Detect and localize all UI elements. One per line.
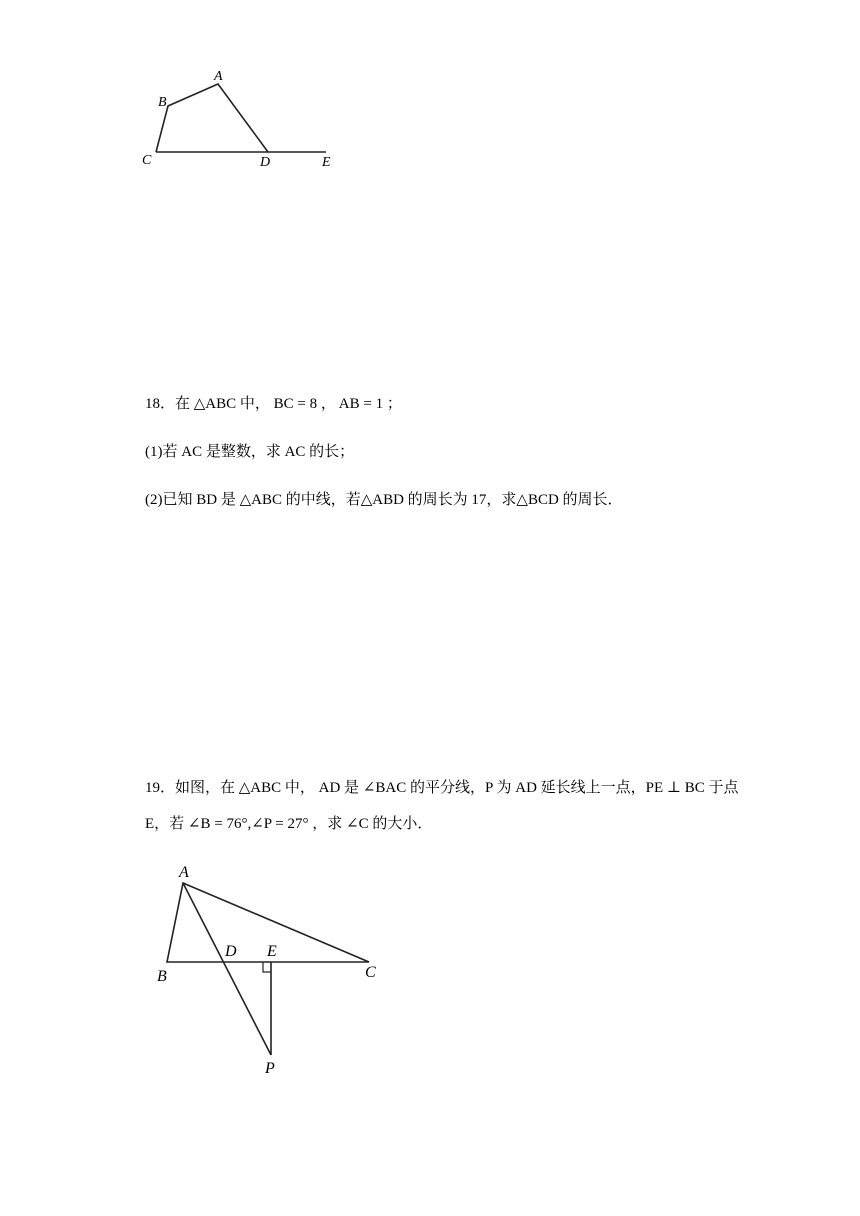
q18-line-3: (2)已知 BD 是 △ABC 的中线，若△ABD 的周长为 17，求△BCD 的周长． [145,492,623,508]
q19-line-1: 19．如图，在 △ABC 中， AD 是 ∠BAC 的平分线，P 为 AD 延长线上一点，PE ⊥ BC 于点 [145,780,739,796]
label-c: C [365,964,376,981]
line-a-to-p [183,883,271,1055]
label-a: A [214,69,223,84]
label-d: D [225,943,237,960]
label-b: B [158,95,167,110]
q18-line-2: (1)若 AC 是整数，求 AC 的长； [145,444,355,460]
right-angle-mark [263,962,271,972]
label-c: C [142,153,152,168]
label-e: E [267,943,277,960]
quadrilateral-outline [156,84,268,152]
figure-quadrilateral-abcd [130,60,360,180]
label-p: P [265,1060,275,1077]
label-a: A [179,864,189,881]
figure-triangle-abc [145,855,395,1085]
label-e: E [322,155,331,170]
q18-line-1: 18．在 △ABC 中， BC = 8 ， AB = 1 ； [145,396,402,412]
label-d: D [260,155,271,170]
label-b: B [157,968,167,985]
q19-line-2: E，若 ∠B = 76°,∠P = 27° ，求 ∠C 的大小． [145,816,433,832]
